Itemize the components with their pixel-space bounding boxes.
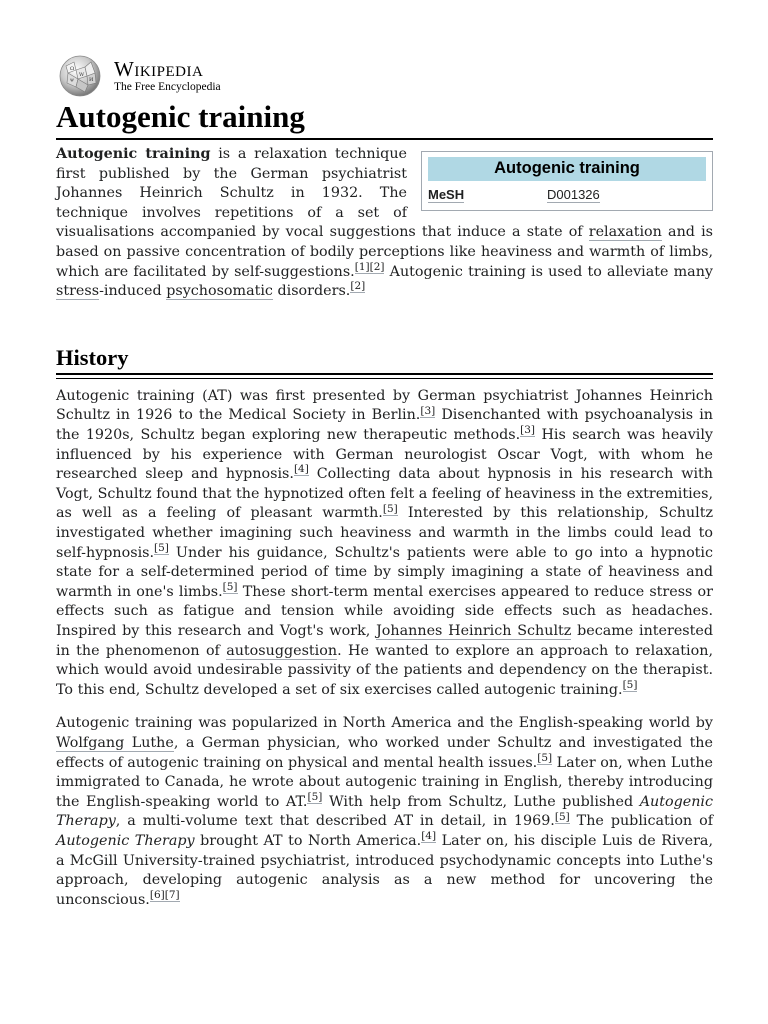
citation-ref[interactable]: [3] xyxy=(520,424,536,437)
wikipedia-globe-icon xyxy=(56,54,106,98)
link-psychosomatic[interactable]: psychosomatic xyxy=(166,283,273,300)
link-wolfgang-luthe[interactable]: Wolfgang Luthe xyxy=(56,734,174,751)
citation-ref[interactable]: [5] xyxy=(554,810,570,823)
citation-ref[interactable]: [2] xyxy=(350,280,366,293)
book-title: Autogenic Therapy xyxy=(56,832,195,849)
citation-ref[interactable]: [5] xyxy=(622,678,638,691)
infobox-row-mesh xyxy=(428,185,706,205)
citation-ref[interactable]: [1] xyxy=(354,260,370,273)
wikipedia-wordmark-title: Wikipedia xyxy=(114,56,204,81)
svg-text:ψ: ψ xyxy=(70,77,74,83)
citation-ref[interactable]: [5] xyxy=(537,751,553,764)
citation-ref[interactable]: [4] xyxy=(421,830,437,843)
infobox-label-mesh[interactable] xyxy=(428,185,547,205)
citation-ref[interactable]: [6] xyxy=(149,888,165,901)
citation-ref[interactable]: [5] xyxy=(307,790,323,803)
infobox xyxy=(421,151,713,211)
citation-ref[interactable]: [5] xyxy=(222,581,238,594)
lead-term: Autogenic training xyxy=(56,146,211,163)
mesh-id-link[interactable]: D001326 xyxy=(547,186,600,202)
citation-ref[interactable]: [3] xyxy=(420,404,436,417)
link-stress[interactable]: stress xyxy=(56,283,100,300)
citation-ref[interactable]: [5] xyxy=(154,541,169,554)
svg-text:W: W xyxy=(79,72,85,78)
lead-text: -induced xyxy=(99,283,167,300)
lead-text: is a relaxation technique first published by the German psychiatrist Johannes Heinrich Schultz in 1932. The technique involves repetitions of a set of visualisations accompanied by vocal suggestions that induce a state of xyxy=(56,146,589,241)
lead-text: disorders. xyxy=(272,283,351,300)
page-title: Autogenic training xyxy=(56,100,713,140)
link-autosuggestion[interactable]: autosuggestion xyxy=(226,642,338,659)
lead-text: Autogenic training is used to alleviate many xyxy=(384,263,713,280)
infobox-value-mesh[interactable] xyxy=(547,185,600,205)
wikipedia-logo[interactable] xyxy=(56,54,713,98)
article-page xyxy=(56,54,713,910)
wikipedia-wordmark xyxy=(114,56,221,94)
history-paragraph-1: Autogenic training (AT) was first presented by German psychiatrist Johannes Heinrich Schultz in 1926 to the Medical Society in Berlin.[3] Disenchanted with psychoanalysis in the 1920s, Schultz began exploring new therapeutic methods.[3] His search was heavily influenced by his experience with German neurologist Oscar Vogt, with whom he researched sleep and hypnosis.[4] Collecting data about hypnosis in his research with Vogt, Schultz found that the hypnotized often felt a feeling of heaviness in the extremities, as well as a feeling of pleasant warmth.[5] Interested by this relationship, Schultz investigated whether imagining such heaviness and warmth in the limbs could lead to self-hypnosis.[5] Under his guidance, Schultz's patients were able to go into a hypnotic state for a self-determined period of time by simply imagining a state of heaviness and warmth in one's limbs.[5] These short-term mental exercises appeared to reduce stress or effects such as fatigue and tension while avoiding side effects such as headaches. Inspired by this research and Vogt's work, Johannes Heinrich Schultz became interested in the phenomenon of autosuggestion. He wanted to explore an approach to relaxation, which would avoid undesirable passivity of the patients and dependency on the therapist. To this end, Schultz developed a set of six exercises called autogenic training.[5] xyxy=(56,387,714,698)
wikipedia-tagline: The Free Encyclopedia xyxy=(114,80,221,93)
citation-ref[interactable]: [4] xyxy=(293,463,309,476)
citation-ref[interactable]: [5] xyxy=(382,502,398,515)
history-paragraph-2: Autogenic training was popularized in North America and the English-speaking world by Wolfgang Luthe, a German physician, who worked under Schultz and investigated the effects of autogenic training on physical and mental health issues.[5] Later on, when Luthe immigrated to Canada, he wrote about autogenic training in English, thereby introducing the English-speaking world to AT.[5] With help from Schultz, Luthe published Autogenic Therapy, a multi-volume text that described AT in detail, in 1969.[5] The publication of Autogenic Therapy brought AT to North America.[4] Later on, his disciple Luis de Rivera, a McGill University-trained psychiatrist, introduced psychodynamic concepts into Luthe's approach, developing autogenic analysis as a new method for uncovering the unconscious.[6][7] xyxy=(56,715,714,908)
citation-ref[interactable]: [7] xyxy=(164,888,180,901)
section-divider xyxy=(56,378,713,379)
book-title: Autogenic Therapy xyxy=(56,793,713,830)
mesh-link[interactable]: MeSH xyxy=(428,186,465,202)
lead-text: and is based on passive concentration of bodily perceptions like heaviness and warmth of limbs, which are facilitated by self-suggestions. xyxy=(56,224,714,280)
infobox-title: Autogenic training xyxy=(428,157,706,181)
section-heading-history: History xyxy=(56,344,713,375)
svg-text:Ω: Ω xyxy=(70,66,75,72)
link-johannes-heinrich-schultz[interactable]: Johannes Heinrich Schultz xyxy=(376,622,572,639)
citation-ref[interactable]: [2] xyxy=(369,260,385,273)
link-relaxation[interactable]: relaxation xyxy=(588,224,662,241)
article-body xyxy=(56,145,713,910)
svg-text:И: И xyxy=(89,77,94,83)
